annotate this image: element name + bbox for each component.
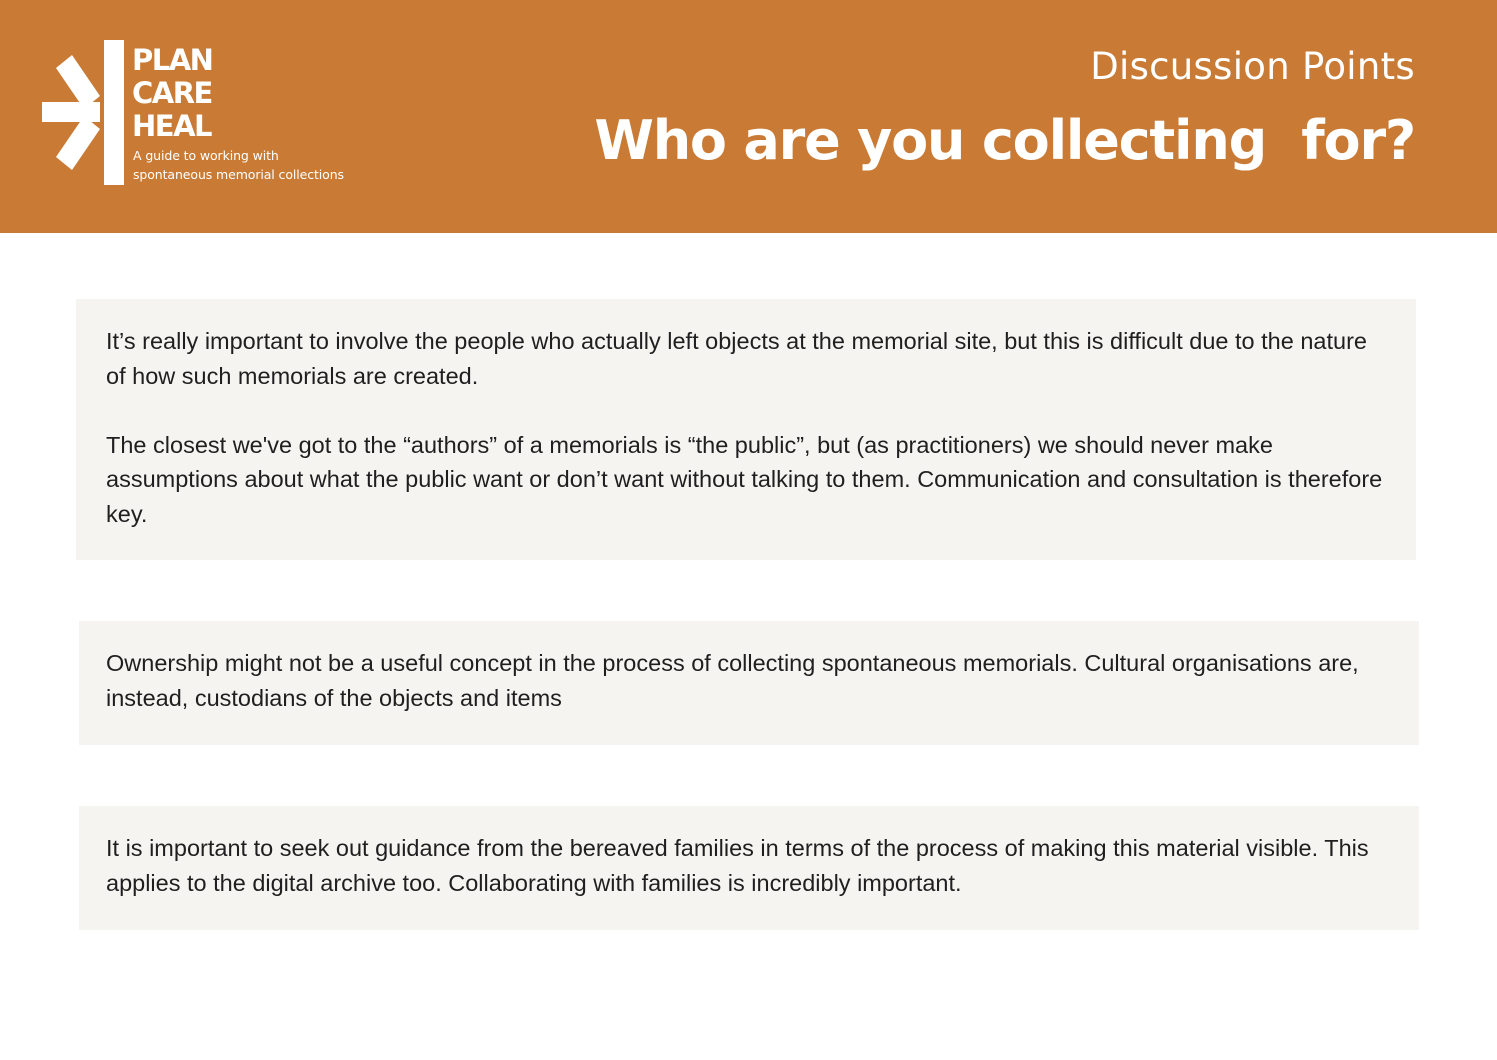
logo-word-care: CARE <box>132 76 212 110</box>
logo-wordmark <box>132 44 212 143</box>
logo-word-heal: HEAL <box>132 109 212 143</box>
logo-tagline-line-2: spontaneous memorial collections <box>133 167 344 182</box>
card-3-paragraph-1: It is important to seek out guidance from the bereaved families in terms of the process of making this material visible. This applies to the digital archive too. Collaborating with families is incredibly important. <box>106 835 1369 896</box>
logo-word-plan: PLAN <box>132 43 213 77</box>
logo-tagline-line-1: A guide to working with <box>133 148 279 163</box>
asterisk-mark-icon <box>42 40 124 185</box>
card-2-paragraph-1: Ownership might not be a useful concept in the process of collecting spontaneous memorials. Cultural organisations are, instead, custodians of the objects and items <box>106 650 1359 711</box>
section-kicker: Discussion Points <box>1090 45 1415 88</box>
discussion-card-1 <box>76 299 1416 560</box>
card-1-paragraph-1: It’s really important to involve the people who actually left objects at the memorial site, but this is difficult due to the nature of how such memorials are created. <box>106 328 1367 389</box>
page-title: Who are you collecting for? <box>594 109 1415 172</box>
header-banner <box>0 0 1497 233</box>
discussion-card-2 <box>79 621 1419 745</box>
logo-tagline <box>133 146 344 184</box>
discussion-card-3 <box>79 806 1419 930</box>
card-1-paragraph-2: The closest we've got to the “authors” of a memorials is “the public”, but (as practitioners) we should never make assumptions about what the public want or don’t want without talking to them. Communication and consultation is therefore key. <box>106 431 1383 527</box>
